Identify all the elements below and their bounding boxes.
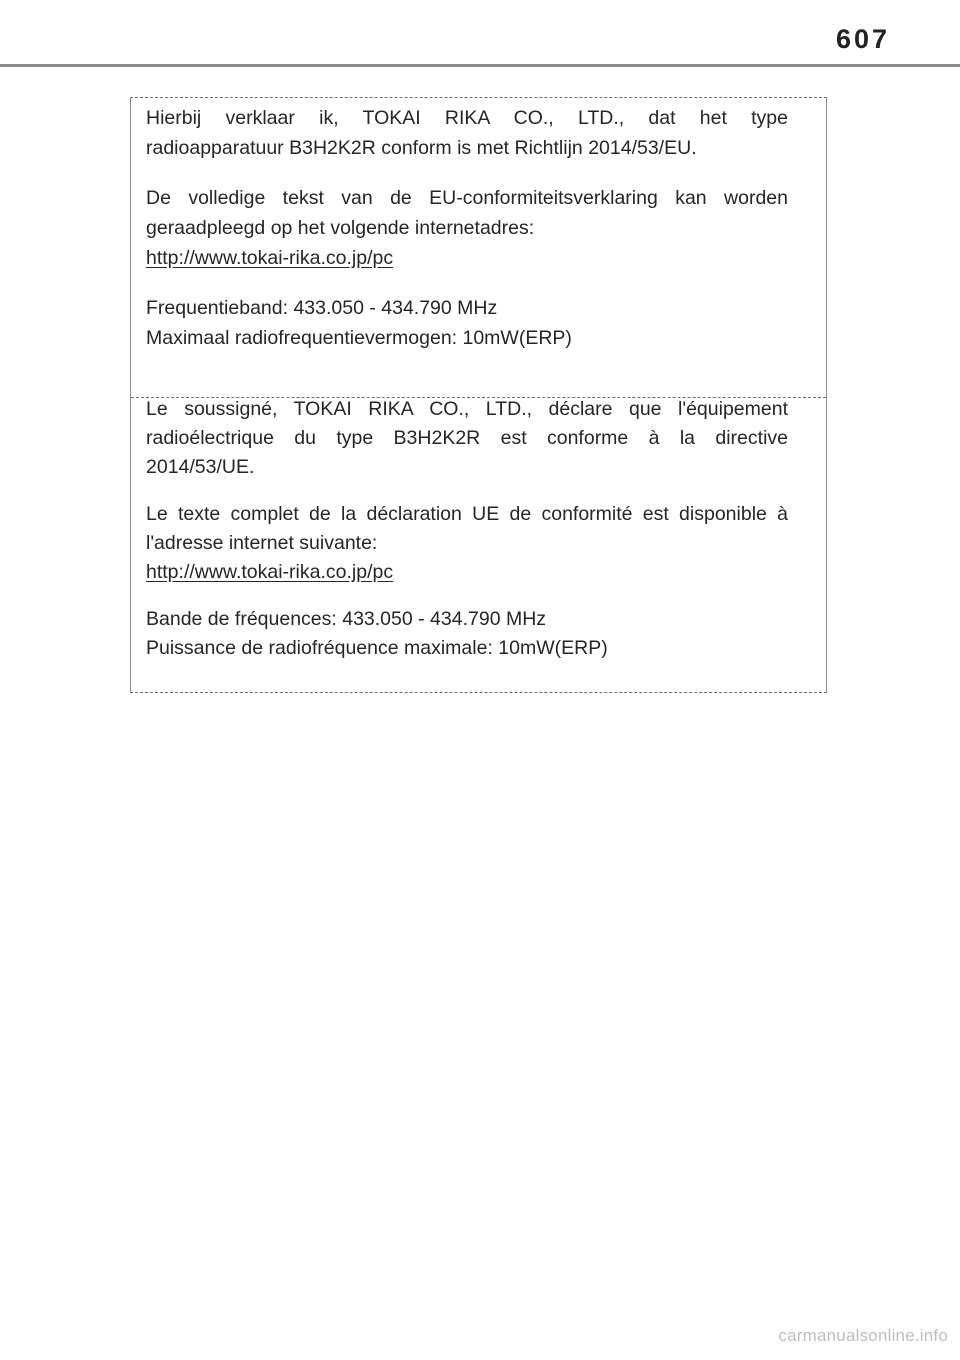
page-number: 607 <box>835 24 890 54</box>
header-rule <box>0 64 960 67</box>
dutch-section <box>131 103 826 353</box>
dutch-url-link[interactable]: http://www.tokai-rika.co.jp/pc <box>146 247 394 269</box>
spacer <box>146 482 788 500</box>
spacer <box>146 587 788 605</box>
french-fulltext-line-2: l'adresse internet suivante: <box>146 532 378 554</box>
footer-watermark: carmanualsonline.info <box>778 1326 948 1345</box>
dutch-declaration-line-2: radioapparatuur B3H2K2R conform is met Richtlijn 2014/53/EU. <box>146 137 697 159</box>
french-fulltext-line-1: Le texte complet de la déclaration UE de conformité est disponible à <box>146 503 788 525</box>
dutch-declaration-line-1: Hierbij verklaar ik, TOKAI RIKA CO., LTD., dat het type <box>146 107 788 129</box>
dutch-url-line <box>146 243 788 273</box>
spacer <box>146 163 788 183</box>
spacer <box>146 273 788 293</box>
french-declaration-line-2: radioélectrique du type B3H2K2R est conforme à la directive <box>146 427 788 449</box>
french-frequency-band: Bande de fréquences: 433.050 - 434.790 MHz <box>146 608 547 630</box>
dutch-fulltext-line-1: De volledige tekst van de EU-conformiteitsverklaring kan worden <box>146 187 788 209</box>
dutch-fulltext-line-2: geraadpleegd op het volgende internetadres: <box>146 217 535 239</box>
declaration-box <box>130 97 827 693</box>
french-declaration-line-3: 2014/53/UE. <box>146 456 255 478</box>
french-url-link[interactable]: http://www.tokai-rika.co.jp/pc <box>146 561 394 583</box>
dutch-max-power: Maximaal radiofrequentievermogen: 10mW(ERP) <box>146 327 572 349</box>
french-declaration-line-1: Le soussigné, TOKAI RIKA CO., LTD., déclare que l'équipement <box>146 398 788 420</box>
dutch-frequency-band: Frequentieband: 433.050 - 434.790 MHz <box>146 297 498 319</box>
french-max-power: Puissance de radiofréquence maximale: 10mW(ERP) <box>146 637 608 659</box>
french-section <box>131 395 826 663</box>
french-url-line <box>146 558 788 587</box>
